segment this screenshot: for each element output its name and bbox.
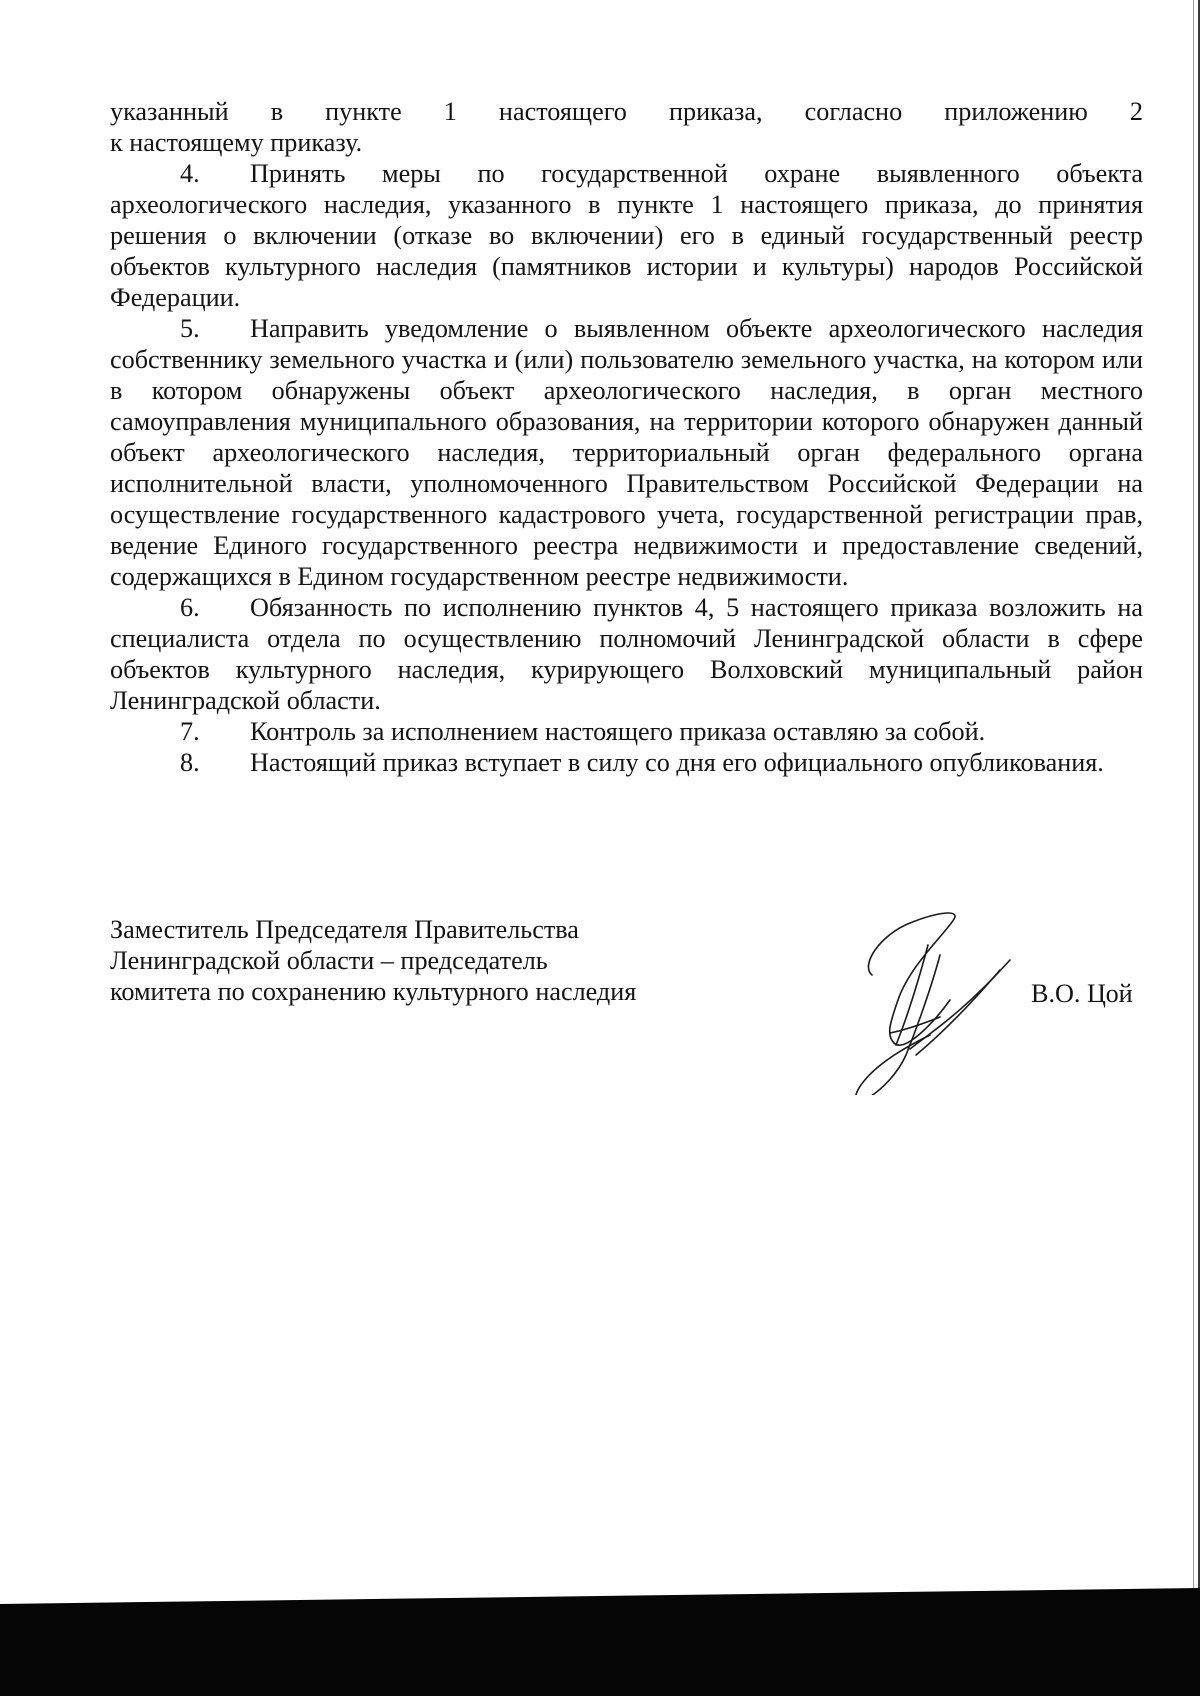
clause-number: 7.: [180, 717, 200, 746]
clause-7: [110, 716, 1143, 747]
clause-5: [110, 313, 1143, 592]
clause-number: 8.: [180, 748, 200, 777]
clause-4: [110, 158, 1143, 313]
intro-line-1: указанный в пункте 1 настоящего приказа, согласно приложению 2: [110, 97, 1143, 126]
intro-line-2: к настоящему приказу.: [110, 128, 363, 157]
signatory-name: В.О. Цой: [1031, 979, 1133, 1008]
clause-number: 6.: [180, 593, 200, 622]
signatory-position-line: комитета по сохранению культурного наследия: [110, 977, 637, 1006]
clause-8: [110, 747, 1143, 778]
clause-text: Настоящий приказ вступает в силу со дня его официального опубликования.: [250, 748, 1104, 777]
clause-text: Принять меры по государственной охране выявленного объекта археологического наследия, указанного в пункте 1 настоящего приказа, до принятия решения о включении (отказе во включении) его в единый государственный реестр объектов культурного наследия (памятников истории и культуры) народов Российской Федерации.: [110, 159, 1143, 312]
clause-6: [110, 592, 1143, 716]
scan-edge-shadow: [1193, 0, 1194, 1590]
document-body: [110, 96, 1143, 778]
signatory-position-line: Заместитель Председателя Правительства: [110, 915, 579, 944]
signatory-position: [110, 914, 636, 1007]
scan-bottom-band: [0, 1604, 1200, 1696]
signatory-position-line: Ленинградской области – председатель: [110, 946, 548, 975]
clause-text: Обязанность по исполнению пунктов 4, 5 настоящего приказа возложить на специалиста отдела по осуществлению полномочий Ленинградской области в сфере объектов культурного наследия, курирующего Волховский муниципальный район Ленинградской области.: [110, 593, 1143, 715]
clause-text: Направить уведомление о выявленном объекте археологического наследия собственнику земельного участка и (или) пользователю земельного участка, на котором или в котором обнаружены объект археологического наследия, в орган местного самоуправления муниципального образования, на территории которого обнаружен данный объект археологического наследия, территориальный орган федерального органа исполнительной власти, уполномоченного Правительством Российской Федерации на осуществление государственного кадастрового учета, государственной регистрации прав, ведение Единого государственного реестра недвижимости и предоставление сведений, содержащихся в Едином государственном реестре недвижимости.: [110, 314, 1143, 591]
clause-number: 5.: [180, 314, 200, 343]
clause-text: Контроль за исполнением настоящего приказа оставляю за собой.: [250, 717, 986, 746]
clause-number: 4.: [180, 159, 200, 188]
handwritten-signature: [850, 905, 1020, 1095]
